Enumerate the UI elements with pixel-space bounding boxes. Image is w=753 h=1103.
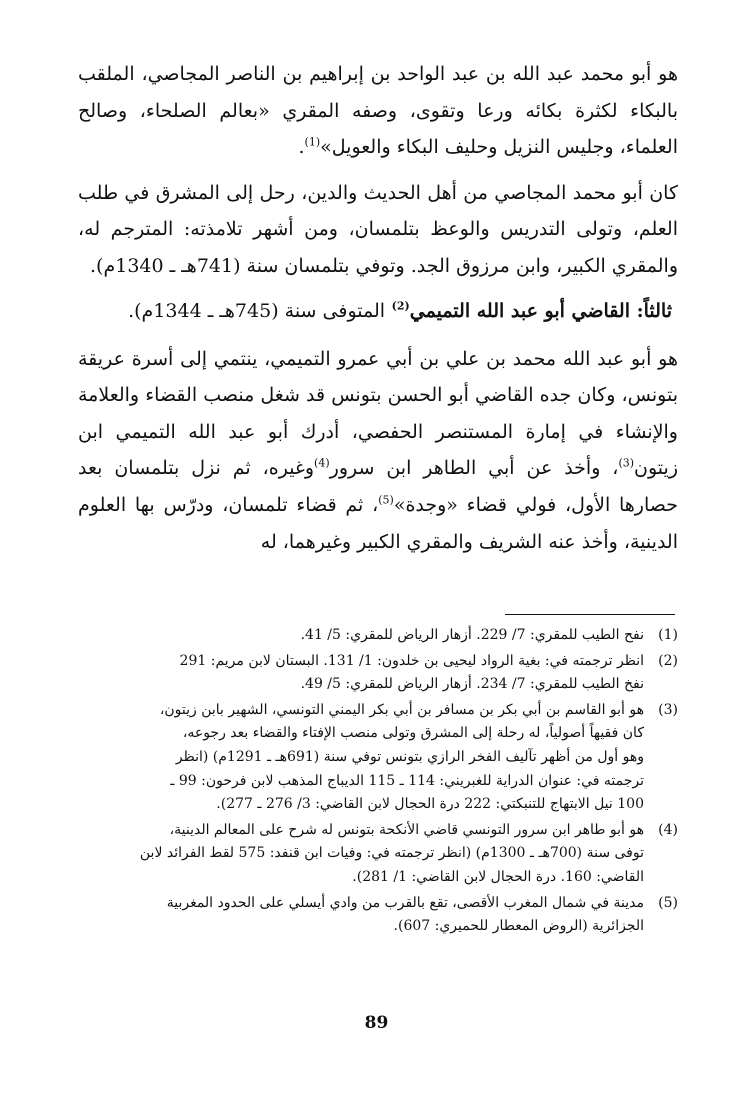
footnote-line: هو أبو طاهر ابن سرور التونسي قاضي الأنكحة بتونس له شرح على المعالم الدينية، — [169, 821, 644, 838]
paragraph-biography-tamimi — [78, 341, 678, 561]
footnote-line: القاضي: 160. درة الحجال لابن القاضي: 1/ 281). — [352, 868, 644, 885]
footnote-3 — [78, 699, 678, 817]
section-heading — [78, 293, 678, 329]
footnote-number: (3) — [658, 701, 678, 718]
footnote-2 — [78, 650, 678, 697]
footnote-line: انظر ترجمته في: بغية الرواد ليحيى بن خلدون: 1/ 131. البستان لابن مريم: 291 — [179, 652, 644, 669]
footnote-body — [78, 699, 644, 817]
footnote-line: نفح الطيب للمقري: 7/ 229. أزهار الرياض للمقري: 5/ 41. — [300, 627, 644, 643]
paragraph-text-part4: ، ثم قضاء تلمسان، ودرّس بها العلوم الدينية، وأخذ عنه الشريف والمقري الكبير وغيرهما، له — [78, 493, 678, 553]
footnote-line: ترجمته في: عنوان الدراية للغبريني: 114 ـ 115 الديباج المذهب لابن فرحون: 99 ـ — [170, 772, 644, 789]
footnote-ref-2[interactable]: (2) — [391, 299, 410, 313]
section-heading-label: ثالثاً: القاضي أبو عبد الله التميمي — [409, 299, 672, 322]
footnote-body — [78, 819, 644, 890]
footnote-line: وهو أول من أظهر تآليف الفخر الرازي بتونس توفي سنة (691هـ ـ 1291م) (انظر — [175, 748, 644, 765]
footnote-number: (4) — [658, 821, 678, 838]
footnote-4 — [78, 819, 678, 890]
footnote-5 — [78, 892, 678, 939]
paragraph-text: هو أبو محمد عبد الله بن عبد الواحد بن إبراهيم بن الناصر المجاصي، الملقب بالبكاء لكثرة بكائه ورعا وتقوى، وصفه المقري «بعالم الصلحاء، وصالح العلماء، وجليس النزيل وحليف البكاء والعويل» — [78, 63, 678, 159]
footnote-ref-3[interactable]: (3) — [618, 457, 635, 471]
page-number: 89 — [364, 1013, 389, 1033]
footnote-1 — [78, 624, 678, 648]
paragraph-text-part2: ، وأخذ عن أبي الطاهر ابن سرور — [329, 457, 619, 480]
footnote-body — [78, 892, 644, 939]
footnote-line: الجزائرية (الروض المعطار للحميري: 607). — [393, 918, 644, 935]
footnote-line: توفى سنة (700هـ ـ 1300م) (انظر ترجمته في: وفيات ابن قنفد: 575 لقط الفرائد لابن — [139, 845, 644, 862]
footnote-ref-5[interactable]: (5) — [378, 493, 394, 507]
paragraph-text-part3: وغيره، ثم نزل بتلمسان بعد حصارها الأول، فولي قضاء «وجدة» — [78, 457, 678, 516]
footnote-line: كان فقيهاً أصولياً، له رحلة إلى المشرق وتولى منصب الإفتاء والقضاء بعد رجوعه، — [182, 725, 644, 742]
paragraph-majasi-career: كان أبو محمد المجاصي من أهل الحديث والدين، رحل إلى المشرق في طلب العلم، وتولى التدريس والوعظ بتلمسان، ومن أشهر تلامذته: المترجم له، والمقري الكبير، وابن مرزوق الجد. وتوفي بتلمسان سنة (741هـ ـ 1340م). — [78, 181, 678, 277]
footnote-line: مدينة في شمال المغرب الأقصى، تقع بالقرب من وادي أيسلي على الحدود المغربية — [166, 894, 644, 911]
footnote-separator — [505, 614, 675, 615]
paragraph-biography-majasi — [78, 56, 678, 166]
footnote-number: (1) — [658, 627, 678, 643]
footnote-number: (5) — [658, 894, 678, 911]
footnote-number: (2) — [658, 652, 678, 669]
paragraph-tail: . — [298, 136, 305, 159]
footnote-body — [78, 650, 644, 697]
footnote-ref-4[interactable]: (4) — [314, 457, 330, 471]
footnote-line: نفخ الطيب للمقري: 7/ 234. أزهار الرياض للمقري: 5/ 49. — [300, 676, 644, 693]
footnote-ref-1[interactable]: (1) — [304, 135, 321, 149]
main-text — [78, 56, 678, 560]
footnote-line: هو أبو القاسم بن أبي بكر بن مسافر بن أبي بكر اليمني التونسي، الشهير بابن زيتون، — [159, 701, 644, 718]
paragraph-text-part1: هو أبو عبد الله محمد بن علي بن أبي عمرو التميمي، ينتمي إلى أسرة عريقة بتونس، وكان جده القاضي أبو الحسن بتونس قد شغل منصب القضاء والعلامة والإنشاء في إمارة المستنصر الحفصي، أدرك أبو عبد الله التميمي ابن زيتون — [78, 347, 678, 480]
footnotes-list — [78, 624, 678, 941]
footnote-body — [78, 624, 644, 648]
section-heading-dates: المتوفى سنة (745هـ ـ 1344م). — [128, 299, 386, 322]
footnote-line: 100 نيل الابتهاج للتنبكتي: 222 درة الحجال لابن القاضي: 3/ 276 ـ 277). — [216, 796, 644, 813]
